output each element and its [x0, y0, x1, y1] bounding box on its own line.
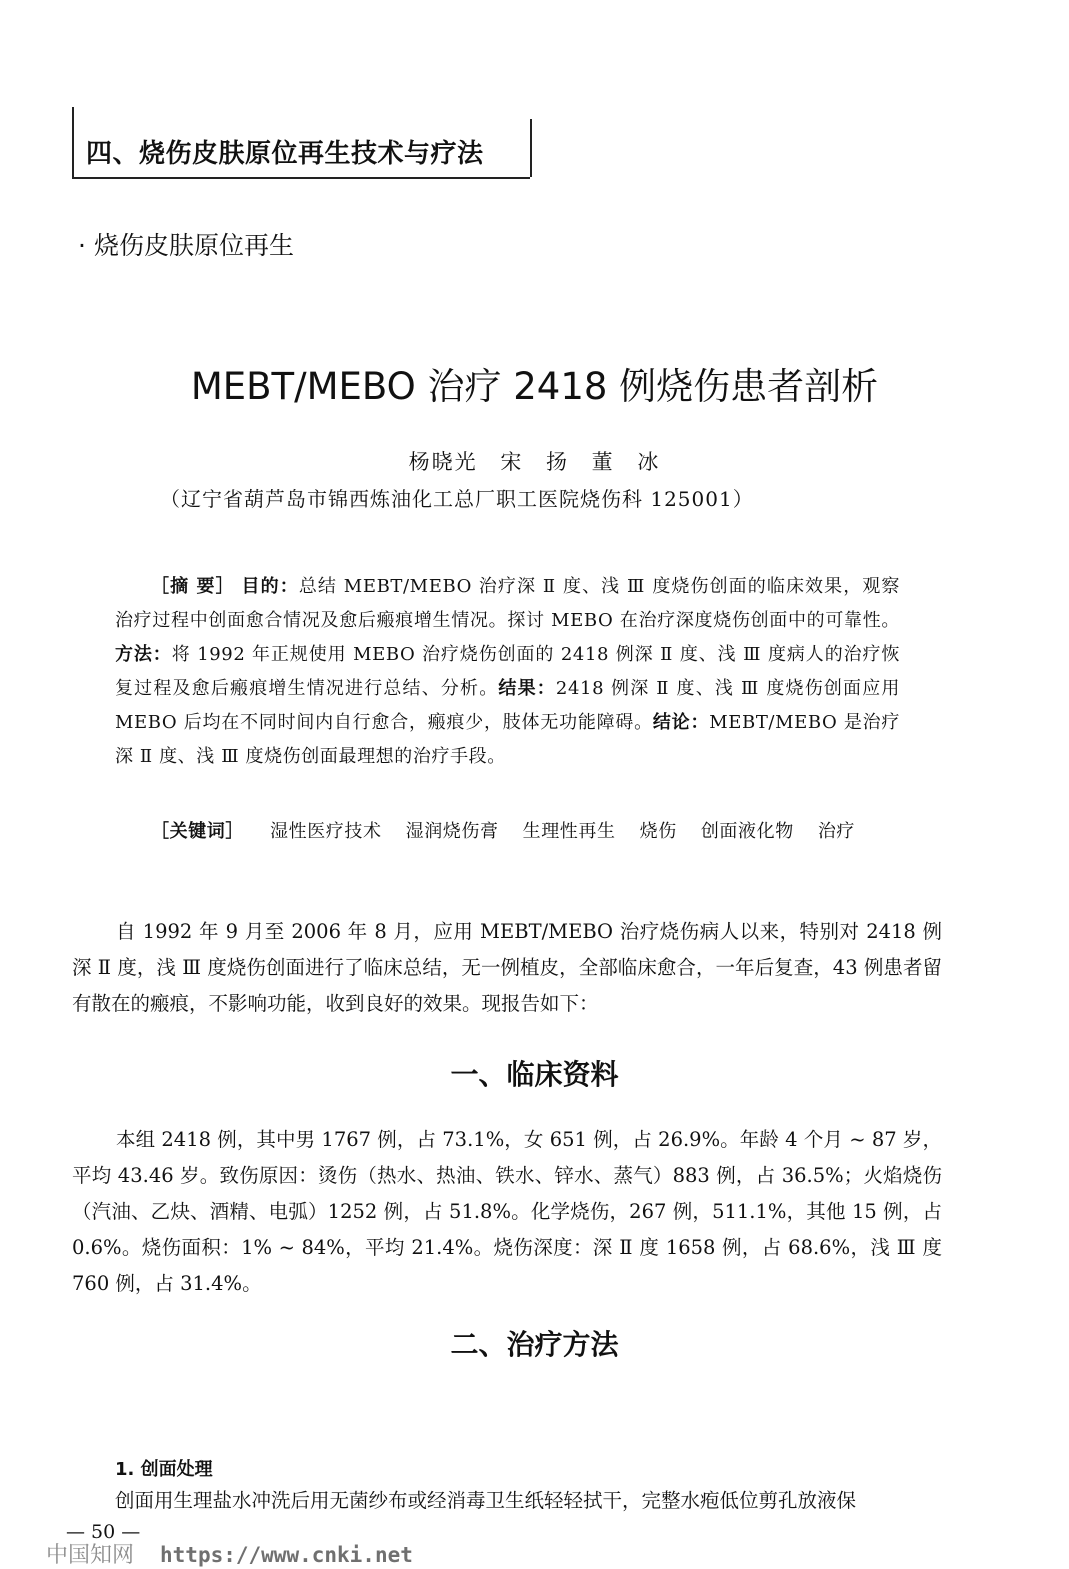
- section-title: 四、烧伤皮肤原位再生技术与疗法: [86, 139, 484, 169]
- keyword-item: 湿润烧伤膏: [405, 821, 499, 842]
- watermark-site: 中国知网: [46, 1543, 135, 1568]
- abstract-purpose: 总结 MEBT/MEBO 治疗深 Ⅱ 度、浅 Ⅲ 度烧伤创面的临床效果，观察治疗过程中创面愈合情况及愈后瘢痕增生情况。探讨 MEBO 在治疗深度烧伤创面中的可靠性。: [115, 576, 900, 631]
- keyword-item: 创面液化物: [700, 821, 794, 842]
- category-label: [78, 226, 294, 262]
- bullet-icon: ·: [78, 231, 86, 260]
- keyword-item: 烧伤: [639, 821, 677, 842]
- article-authors: 杨晓光 宋 扬 董 冰: [408, 450, 661, 474]
- article-title: MEBT/MEBO 治疗 2418 例烧伤患者剖析: [190, 365, 879, 408]
- article-affiliation: （辽宁省葫芦岛市锦西炼油化工总厂职工医院烧伤科 125001）: [160, 487, 754, 511]
- abstract-method-label: 方法：: [115, 644, 172, 665]
- heading-treatment-method: 二、治疗方法: [450, 1328, 619, 1361]
- abstract-result: 2418 例深 Ⅱ 度、浅 Ⅲ 度烧伤创面应用 MEBO 后均在不同时间内自行愈合，瘢痕少，肢体无功能障碍。: [115, 678, 900, 733]
- keywords-label: ［关键词］: [151, 821, 244, 842]
- abstract: [115, 570, 900, 774]
- abstract-result-label: 结果：: [498, 678, 556, 699]
- clinical-data-paragraph: 本组 2418 例，其中男 1767 例，占 73.1%，女 651 例，占 26.9%。年龄 4 个月 ~ 87 岁，平均 43.46 岁。致伤原因：烫伤（热水、热油、铁水、锌水、蒸气）883 例，占 36.5%；火焰烧伤（汽油、乙炔、酒精、电弧）1252 例，占 51.8%。化学烧伤，267 例，511.1%，其他 15 例，占 0.6%。烧伤面积：1% ~ 84%，平均 21.4%。烧伤深度：深 Ⅱ 度 1658 例，占 68.6%，浅 Ⅲ 度 760 例，占 31.4%。: [72, 1128, 942, 1295]
- watermark: [46, 1538, 413, 1569]
- abstract-conclusion: MEBT/MEBO 是治疗深 Ⅱ 度、浅 Ⅲ 度烧伤创面最理想的治疗手段。: [115, 712, 900, 767]
- abstract-purpose-label: 目的：: [241, 576, 299, 597]
- keyword-item: 治疗: [817, 821, 856, 842]
- watermark-url[interactable]: https://www.cnki.net: [160, 1543, 413, 1567]
- intro-paragraph: 自 1992 年 9 月至 2006 年 8 月，应用 MEBT/MEBO 治疗烧伤病人以来，特别对 2418 例深 Ⅱ 度，浅 Ⅲ 度烧伤创面进行了临床总结，无一例植皮，全部临床愈合，一年后复查，43 例患者留有散在的瘢痕，不影响功能，收到良好的效果。现报告如下：: [72, 920, 942, 1015]
- abstract-label: ［摘 要］: [151, 576, 235, 597]
- page-number: — 50 —: [66, 1521, 141, 1543]
- keyword-item: 生理性再生: [522, 821, 616, 842]
- keyword-item: 湿性医疗技术: [270, 821, 382, 842]
- abstract-method: 将 1992 年正规使用 MEBO 治疗烧伤创面的 2418 例深 Ⅱ 度、浅 Ⅲ 度病人的治疗恢复过程及愈后瘢痕增生情况进行总结、分析。: [115, 644, 900, 699]
- heading-clinical-data: 一、临床资料: [450, 1058, 619, 1091]
- keywords: [115, 815, 900, 849]
- wound-care-paragraph: 创面用生理盐水冲洗后用无菌纱布或经消毒卫生纸轻轻拭干，完整水疱低位剪孔放液保: [115, 1489, 857, 1512]
- category-text: 烧伤皮肤原位再生: [93, 231, 294, 260]
- abstract-conclusion-label: 结论：: [652, 712, 710, 733]
- subheading-wound-care: 1. 创面处理: [115, 1459, 213, 1480]
